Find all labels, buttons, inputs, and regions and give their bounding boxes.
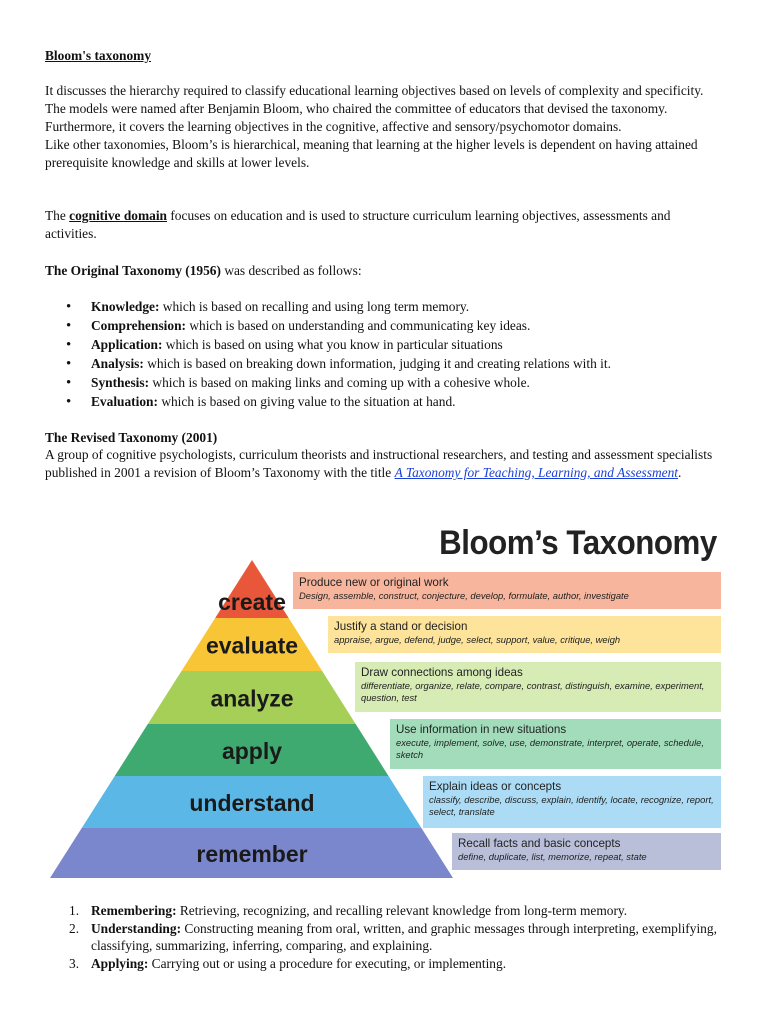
level-description-analyze (355, 662, 721, 712)
cognitive-rest: focuses on education and is used to structure curriculum learning objectives, assessments and activities. (45, 208, 671, 241)
level-text: Carrying out or using a procedure for executing, or implementing. (148, 955, 507, 971)
original-taxonomy-intro (45, 262, 362, 280)
description-verbs: Design, assemble, construct, conjecture, develop, formulate, author, investigate (299, 590, 629, 601)
level-term: Remembering: (91, 903, 177, 918)
description-heading: Produce new or original work (299, 576, 449, 589)
page-title: Bloom's taxonomy (45, 48, 152, 63)
level-term: Comprehension: (91, 318, 186, 333)
cognitive-domain-paragraph (45, 207, 723, 243)
list-item (69, 955, 731, 973)
list-item (69, 902, 731, 920)
level-term: Applying: (91, 955, 149, 971)
level-text: Constructing meaning from oral, written, and graphic messages through interpreting, exemplifying, classifying, summarizing, inferring, comparing, and explaining. (91, 920, 717, 953)
list-number: 1. (69, 903, 80, 918)
intro-paragraph-2: Like other taxonomies, Bloom’s is hierarchical, meaning that learning at the higher levels is dependent on having attained prerequisite knowledge and skills at lower levels. (45, 137, 698, 170)
taxonomy-book-link[interactable]: A Taxonomy for Teaching, Learning, and Assessment (394, 465, 679, 480)
description-heading: Justify a stand or decision (334, 620, 468, 633)
level-term: Knowledge: (91, 299, 160, 314)
cognitive-domain-term: cognitive domain (69, 208, 167, 223)
level-term: Understanding: (91, 920, 182, 936)
figure-title: Bloom’s Taxonomy (439, 524, 717, 562)
revised-text: A group of cognitive psychologists, curriculum theorists and instructional researchers, and testing and assessment specialists published in 2001 a revision of Bloom’s Taxonomy with the title (45, 447, 713, 480)
list-item (91, 374, 611, 393)
level-description-understand (423, 776, 721, 828)
pyramid-label-create: create (218, 589, 286, 615)
revised-taxonomy-paragraph (45, 446, 723, 482)
blooms-taxonomy-figure (45, 510, 725, 880)
level-text: which is based on recalling and using long term memory. (159, 299, 470, 314)
cognitive-prefix: The (45, 208, 70, 223)
description-heading: Explain ideas or concepts (429, 780, 562, 793)
list-item (69, 920, 731, 955)
level-description-evaluate (328, 616, 721, 653)
level-text: which is based on using what you know in particular situations (162, 337, 503, 352)
level-term: Synthesis: (91, 375, 150, 390)
list-item (91, 298, 611, 317)
list-item (91, 355, 611, 374)
pyramid-label-understand: understand (189, 790, 315, 816)
original-levels-list (45, 298, 611, 412)
description-verbs: execute, implement, solve, use, demonstrate, interpret, operate, schedule, sketch (396, 737, 704, 760)
level-term: Analysis: (91, 356, 144, 371)
level-description-create (293, 572, 721, 609)
pyramid-label-apply: apply (221, 738, 283, 764)
level-text: which is based on breaking down information, judging it and creating relations with it. (143, 356, 611, 371)
list-number: 3. (69, 955, 80, 971)
level-text: which is based on giving value to the situation at hand. (157, 394, 456, 409)
list-item (91, 317, 611, 336)
level-term: Evaluation: (91, 394, 158, 409)
list-number: 2. (69, 920, 80, 936)
intro-paragraph-1: It discusses the hierarchy required to classify educational learning objectives based on levels of complexity and specificity. The models were named after Benjamin Bloom, who chaired the committee of educators that devised the taxonomy. Furthermore, it covers the learning objectives in the cognitive, affective and sensory/psychomotor domains. (45, 83, 704, 134)
description-heading: Recall facts and basic concepts (458, 837, 621, 850)
original-taxonomy-lead: The Original Taxonomy (1956) (45, 263, 221, 278)
revised-after: . (678, 465, 682, 480)
pyramid-label-analyze: analyze (210, 685, 294, 712)
description-verbs: classify, describe, discuss, explain, identify, locate, recognize, report, select, translate (429, 794, 714, 817)
revised-taxonomy-heading: The Revised Taxonomy (2001) (45, 430, 218, 445)
intro-section (45, 82, 723, 172)
revised-levels-list (45, 902, 731, 972)
original-taxonomy-rest: was described as follows: (220, 263, 362, 278)
list-item (91, 393, 611, 412)
description-heading: Use information in new situations (396, 723, 567, 736)
description-verbs: define, duplicate, list, memorize, repeat, state (458, 851, 647, 862)
level-term: Application: (91, 337, 163, 352)
description-heading: Draw connections among ideas (361, 666, 523, 679)
description-verbs: differentiate, organize, relate, compare, contrast, distinguish, examine, experiment, question, test (361, 680, 705, 703)
level-text: which is based on understanding and communicating key ideas. (185, 318, 531, 333)
level-description-apply (390, 719, 721, 769)
level-text: which is based on making links and coming up with a cohesive whole. (149, 375, 530, 390)
level-description-remember (452, 833, 721, 870)
list-item (91, 336, 611, 355)
pyramid-label-evaluate: evaluate (205, 632, 299, 659)
pyramid-label-remember: remember (196, 841, 308, 867)
level-text: Retrieving, recognizing, and recalling relevant knowledge from long-term memory. (176, 903, 628, 918)
description-verbs: appraise, argue, defend, judge, select, support, value, critique, weigh (334, 634, 621, 645)
